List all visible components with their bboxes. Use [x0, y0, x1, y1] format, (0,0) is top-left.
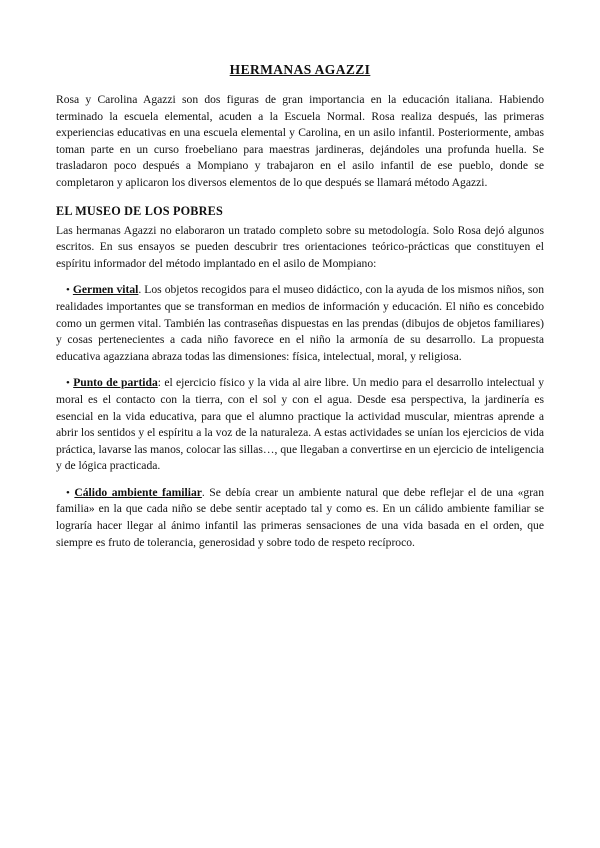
bullet-text-1: . Los objetos recogidos para el museo didáctico, con la ayuda de los mismos niños, son realidades importantes que se transforman en medios de información y educación. El niño es concebido como un germen vital. También las contraseñas dispuestas en las prendas (dibujos de objetos familiares) y cosas pertenecientes a cada niño favorece en el niño la armonía de su desarrollo. La propuesta educativa agazziana abraza todas las dimensiones: física, intelectual, moral, y religiosa. [56, 283, 544, 363]
bullet-lead-1: Germen vital [72, 283, 139, 297]
page-title: HERMANAS AGAZZI [229, 62, 371, 77]
bullet-marker-1: • [66, 284, 70, 297]
bullet-text-2: : el ejercicio físico y la vida al aire libre. Un medio para el desarrollo intelectual y moral es el contacto con la tierra, con el sol y con el agua. Desde esa perspectiva, la jardinería es esencial en la vida educativa, para que el alumno practique la actividad muscular, mientras aprende a abrir los sentidos y el espíritu a la voz de la naturaleza. A estas actividades se unían los ejercicios de vida práctica, lavarse las manos, colocar las sillas…, que llegaban a convertirse en un ejercicio de inteligencia y de lógica practicada. [56, 376, 545, 473]
intro-paragraph: Rosa y Carolina Agazzi son dos figuras de gran importancia en la educación italiana. Habiendo terminado la escuela elemental, acuden a la Escuela Normal. Rosa realiza después, las primeras experiencias educativas en una escuela elemental y Carolina, en un asilo infantil. Posteriormente, ambas toman parte en un curso froebeliano para maestras jardineras, dejándoles una profunda huella. Se trasladaron poco después a Mompiano y trabajaron en el asilo infantil de ese pueblo, donde se completaron y aplicaron los diversos elementos de lo que después se llamará método Agazzi. [56, 93, 544, 189]
bullet-lead-3: Cálido ambiente familiar [74, 485, 202, 499]
bullet-marker-2: • [66, 377, 70, 390]
bullet-item-1 [56, 282, 544, 365]
section-heading: EL MUSEO DE LOS POBRES [56, 203, 223, 218]
bullet-text-3: . Se debía crear un ambiente natural que debe reflejar el de una «gran familia» en la que cada niño se debe sentir aceptado tal y como es. En un cálido ambiente familiar se lograría hacer llegar al ánimo infantil las primeras sensaciones de una vida basada en el orden, que siempre es fruto de tolerancia, generosidad y sobre todo de respeto recíproco. [56, 485, 544, 549]
bullet-item-2 [56, 375, 544, 475]
bullet-item-3 [56, 485, 544, 551]
bullet-marker-3: • [66, 486, 70, 499]
bullet-lead-2: Punto de partida [73, 376, 158, 390]
section-intro-paragraph: Las hermanas Agazzi no elaboraron un tratado completo sobre su metodología. Solo Rosa dejó algunos escritos. En sus ensayos se pueden descubrir tres orientaciones teórico-prácticas que constituyen el espíritu informador del método implantado en el asilo de Mompiano: [56, 223, 544, 270]
